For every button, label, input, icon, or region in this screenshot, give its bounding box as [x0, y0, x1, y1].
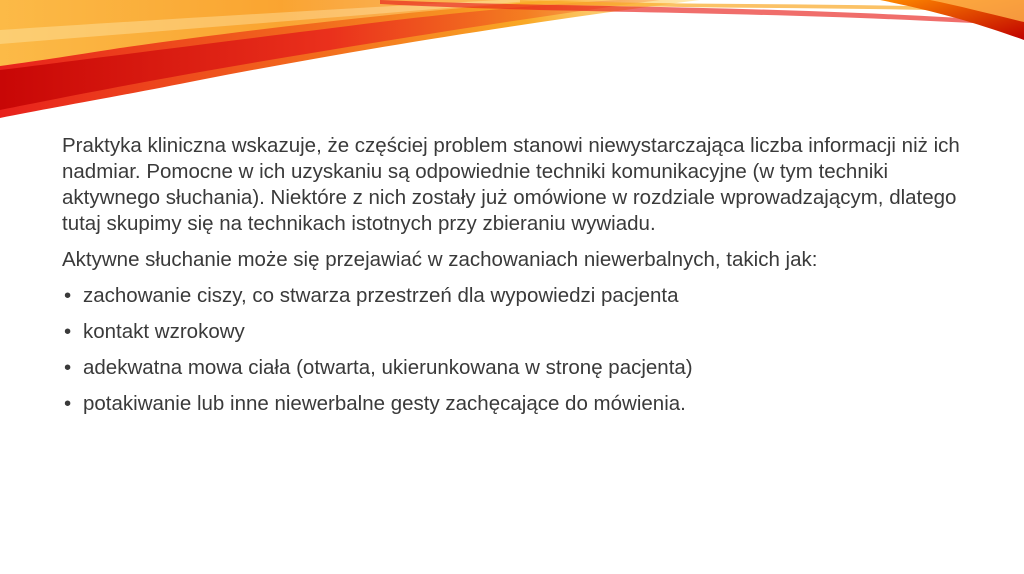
bullet-icon: •: [64, 392, 72, 415]
list-item: [62, 283, 962, 309]
list-item-text: zachowanie ciszy, co stwarza przestrzeń dla wypowiedzi pacjenta: [83, 284, 679, 307]
bullet-icon: •: [64, 284, 72, 307]
list-item-text: adekwatna mowa ciała (otwarta, ukierunkowana w stronę pacjenta): [83, 356, 693, 379]
bullet-icon: •: [64, 356, 72, 379]
decorative-ribbon: [0, 0, 1024, 130]
slide-body: [62, 133, 962, 427]
list-item-text: potakiwanie lub inne niewerbalne gesty zachęcające do mówienia.: [83, 392, 686, 415]
lead-paragraph: Aktywne słuchanie może się przejawiać w zachowaniach niewerbalnych, takich jak:: [62, 248, 818, 271]
bullet-icon: •: [64, 320, 72, 343]
list-item: [62, 391, 962, 417]
bullet-list: [62, 283, 962, 417]
intro-paragraph: Praktyka kliniczna wskazuje, że częściej problem stanowi niewystarczająca liczba informacji niż ich nadmiar. Pomocne w ich uzyskaniu są odpowiednie techniki komunikacyjne (w tym techniki aktywnego słuchania). Niektóre z nich zostały już omówione w rozdziale wprowadzającym, dlatego tutaj skupimy się na technikach istotnych przy zbieraniu wywiadu.: [62, 134, 960, 235]
list-item-text: kontakt wzrokowy: [83, 320, 245, 343]
list-item: [62, 319, 962, 345]
list-item: [62, 355, 962, 381]
